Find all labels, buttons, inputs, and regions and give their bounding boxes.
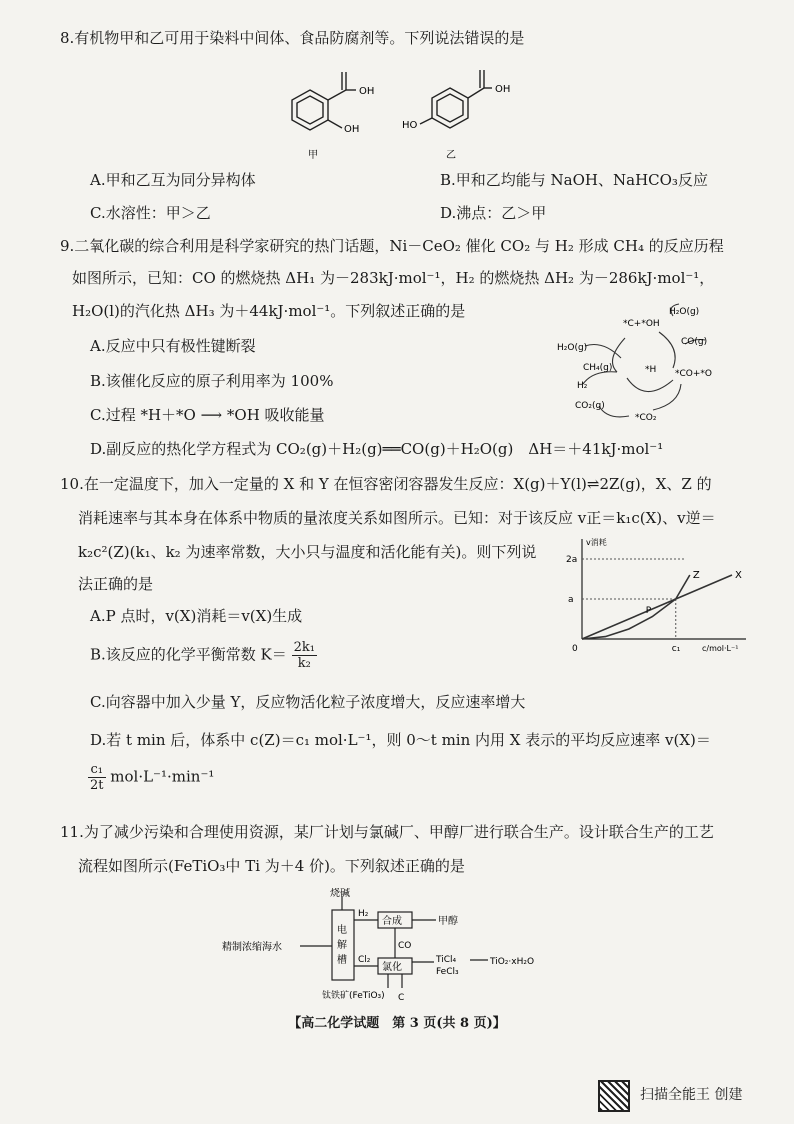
q9-line2: 如图所示，已知：CO 的燃烧热 ΔH₁ 为－283kJ·mol⁻¹，H₂ 的燃烧热 ΔH₂ 为－286kJ·mol⁻¹， (72, 269, 715, 287)
cycle-co2-star: *CO₂ (635, 413, 657, 423)
arrow-1 (613, 338, 626, 372)
series-X (582, 575, 732, 639)
q11-line2: 流程如图所示(FeTiO₃中 Ti 为＋4 价)。下列叙述正确的是 (78, 857, 465, 875)
q10-d-answer (88, 762, 214, 793)
q10-b-num: 2k₁ (293, 640, 315, 655)
qr-code-icon (598, 1080, 630, 1112)
flow-cell-2: 解 (337, 940, 347, 951)
q9-reaction-cycle (555, 300, 725, 430)
scanner-watermark: 扫描全能王 创建 (640, 1087, 743, 1103)
arrow-3 (627, 378, 673, 392)
q10-line1: 10.在一定温度下，加入一定量的 X 和 Y 在恒容密闭容器发生反应：X(g)＋Y(l)⇌2Z(g)，X、Z 的 (60, 475, 712, 493)
x-tick-c1: c₁ (671, 644, 681, 654)
flow-ilmenite: 钛铁矿(FeTiO₃) (322, 991, 385, 1001)
q10-option-d: D.若 t min 后，体系中 c(Z)＝c₁ mol·L⁻¹，则 0～t min 内用 X 表示的平均反应速率 v(X)＝ (90, 731, 711, 749)
q8-option-d: D.沸点：乙＞甲 (440, 204, 547, 222)
q10-b-den: k₂ (297, 656, 311, 671)
yi-ho-label: HO (402, 120, 418, 131)
structure-jia (292, 72, 356, 130)
cycle-h-star: *H (645, 365, 657, 375)
q10-option-b (90, 640, 317, 671)
q9-option-d: D.副反应的热化学方程式为 CO₂(g)＋H₂(g)══CO(g)＋H₂O(g) ΔH＝＋41kJ·mol⁻¹ (90, 440, 664, 458)
series-label-Z: Z (692, 570, 700, 581)
q9-line1: 9.二氧化碳的综合利用是科学家研究的热门话题，Ni－CeO₂ 催化 CO₂ 与 H₂ 形成 CH₄ 的反应历程 (60, 237, 724, 255)
flow-shaojian: 烧碱 (330, 888, 350, 899)
series-label-X: X (735, 570, 742, 581)
jia-oh2-label: OH (344, 124, 360, 135)
flow-fecl3: FeCl₃ (436, 967, 459, 977)
series-Z (582, 575, 690, 639)
q9-option-c: C.过程 *H＋*O ⟶ *OH 吸收能量 (90, 406, 325, 424)
flow-cell-1: 电 (337, 925, 347, 936)
x-axis-label: c/mol·L⁻¹ (702, 644, 739, 653)
q9-line3: H₂O(l)的汽化热 ΔH₃ 为＋44kJ·mol⁻¹。下列叙述正确的是 (72, 302, 466, 320)
arrow-4 (653, 384, 681, 410)
flow-methanol: 甲醇 (438, 916, 458, 927)
flow-chlor: 氯化 (382, 962, 402, 973)
flow-brine: 精制浓缩海水 (222, 942, 282, 953)
cycle-h2: H₂ (577, 381, 588, 391)
q10-b-fraction (292, 640, 317, 671)
flow-ticl4: TiCl₄ (436, 955, 457, 965)
q10-line2: 消耗速率与其本身在体系中物质的量浓度关系如图所示。已知：对于该反应 v正＝k₁c(X)、v逆＝ (78, 509, 716, 527)
yi-oh-label: OH (495, 84, 511, 95)
y-tick-a: a (568, 595, 574, 605)
flow-cell-3: 槽 (337, 955, 347, 966)
cycle-c-oh: *C+*OH (623, 319, 660, 329)
q10-d-unit: mol·L⁻¹·min⁻¹ (110, 767, 215, 786)
q8-option-b: B.甲和乙均能与 NaOH、NaHCO₃反应 (440, 171, 708, 189)
page-footer: 【高二化学试题 第 3 页(共 8 页)】 (288, 1016, 506, 1031)
cycle-h2o-top: H₂O(g) (669, 307, 700, 317)
cycle-co-g: CO(g) (681, 337, 708, 347)
flow-hecheng: 合成 (382, 916, 402, 927)
q10-d-den: 2t (90, 778, 104, 793)
q9-option-a: A.反应中只有极性键断裂 (90, 337, 256, 355)
flow-co: CO (398, 941, 412, 951)
cycle-co2-g: CO₂(g) (575, 401, 605, 411)
q10-option-a: A.P 点时，v(X)消耗＝v(X)生成 (90, 607, 303, 625)
cycle-ch4: CH₄(g) (583, 363, 613, 373)
cycle-h2o-left: H₂O(g) (557, 343, 588, 353)
q8-option-c: C.水溶性：甲＞乙 (90, 204, 211, 222)
arrow-6 (583, 372, 617, 384)
q10-line4: 法正确的是 (78, 575, 154, 593)
q8-structures (270, 60, 530, 165)
q10-b-prefix: B.该反应的化学平衡常数 K＝ (90, 645, 287, 664)
q10-line3: k₂c²(Z)(k₁、k₂ 为速率常数，大小只与温度和活化能有关)。则下列说 (78, 543, 537, 561)
q10-option-c: C.向容器中加入少量 Y，反应物活化粒子浓度增大，反应速率增大 (90, 693, 526, 711)
q11-flow-diagram (220, 888, 600, 1003)
q10-d-num: c₁ (88, 762, 106, 778)
flow-c: C (398, 993, 405, 1003)
y-axis-label: v消耗 (586, 538, 607, 547)
y-tick-2a: 2a (566, 555, 578, 565)
q10-d-fraction (88, 762, 106, 793)
flow-cl2: Cl₂ (358, 955, 371, 965)
flow-h2: H₂ (358, 909, 369, 919)
structure-yi (420, 70, 492, 128)
label-yi: 乙 (446, 150, 456, 161)
jia-oh-label: OH (359, 86, 375, 97)
arrow-2 (659, 332, 675, 368)
q10-rate-chart (560, 535, 760, 655)
point-p-label: P (645, 606, 652, 617)
q8-option-a: A.甲和乙互为同分异构体 (90, 171, 256, 189)
cycle-co-o: *CO+*O (675, 369, 712, 379)
label-jia: 甲 (308, 150, 318, 161)
q8-stem: 8.有机物甲和乙可用于染料中间体、食品防腐剂等。下列说法错误的是 (60, 29, 525, 47)
q11-line1: 11.为了减少污染和合理使用资源，某厂计划与氯碱厂、甲醇厂进行联合生产。设计联合生产的工艺 (60, 823, 714, 841)
flow-tio2: TiO₂·xH₂O (490, 957, 535, 967)
x-tick-0: 0 (572, 644, 578, 654)
q9-option-b: B.该催化反应的原子利用率为 100% (90, 372, 334, 390)
